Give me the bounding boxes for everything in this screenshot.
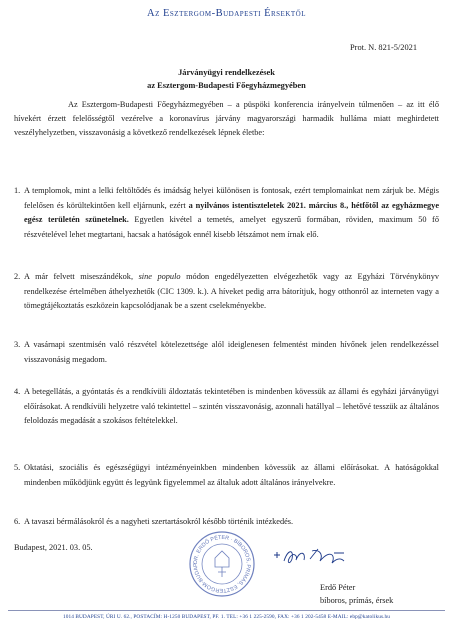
title-line-1: Járványügyi rendelkezések: [178, 68, 275, 77]
item-bold-text: a nyilvános istentiszteletek 2021. március 8., hétfőtől az egyházmegye egész területén szünetelnek.: [24, 200, 440, 225]
item-number: 5.: [14, 463, 21, 472]
item-text-continued: módon engedélyezetten elvégezhetők vagy az Egyházi Törvénykönyv rendelkezése értelmében áthelyezhetők (CIC 1309. k.). A híveket pedig arra bátorítjuk, hogy otthonról az interneten vagy a tömegtájékoztatás eszközein kapcsolódjanak be a szent cselekményekbe.: [24, 272, 439, 311]
footer-divider: [8, 610, 445, 611]
list-item: [14, 270, 439, 314]
seal-text: DR. ERDŐ PÉTER · BÍBOROS, PRÍMÁS, ESZTERGOM-BUDAP: [192, 534, 252, 594]
intro-paragraph: Az Esztergom-Budapesti Főegyházmegyében – a püspöki konferencia irányelvein túlmenően – az itt élő hívekért érzett felelősségtől vezérelve a koronavírus járvány magyarországi harmadik hulláma miatt meghirdetett veszélyhelyzetben, visszavonásig a következő rendelkezések lépnek életbe:: [14, 100, 439, 137]
list-item: [14, 184, 439, 242]
list-item: [14, 515, 439, 530]
item-number: 6.: [14, 517, 21, 526]
item-text: Oktatási, szociális és egészségügyi intézményeinkben mindenben kövessük az állami előírásokat. A hatóságokkal mindenben működjünk együtt és legyünk figyelemmel az általuk adott általános irányelvekre.: [24, 463, 439, 487]
letterhead-title: Az Esztergom-Budapesti Érsektől: [147, 8, 306, 19]
signer-role: bíboros, prímás, érsek: [320, 595, 394, 605]
list-item: [14, 461, 439, 490]
signer-block: [320, 582, 393, 607]
reference-number: Prot. N. 821-5/2021: [350, 43, 417, 52]
item-text: A már felvett miseszándékok,: [24, 272, 139, 281]
item-text-continued: Egyetlen kivétel a temetés, amelyet egyszerű formában, röviden, maximum 50 fő részvételével lehet megtartani, hacsak a hatóságok ennél kisebb létszámot nem írnak elő.: [24, 215, 439, 239]
item-number: 2.: [14, 272, 21, 281]
item-number: 4.: [14, 387, 21, 396]
item-text: A tavaszi bérmálásokról és a nagyheti szertartásokról később történik intézkedés.: [24, 517, 294, 526]
list-item: [14, 385, 439, 429]
item-italic-text: sine populo: [138, 272, 181, 281]
title-line-2: az Esztergom-Budapesti Főegyházmegyében: [147, 80, 306, 90]
item-text: A vasárnapi szentmisén való részvétel kötelezettsége alól ideiglenesen felmentést minden hívőnek jelen rendelkezéssel visszavonásig megadom.: [24, 340, 439, 364]
official-seal-stamp: [188, 530, 256, 598]
item-text: A betegellátás, a gyóntatás és a rendkívüli áldoztatás tekintetében is mindenben kövessük az állami és egyházi járványügyi előírásokat. A rendkívüli helyzetre való tekintettel – szintén visszavonásig, azonnali hatállyal – lehetővé tesszük az általános feloldozás megadását a szokásos feltételekkel.: [24, 387, 439, 426]
signer-name: Erdő Péter: [320, 583, 356, 592]
handwritten-signature: [272, 545, 362, 567]
date-line: Budapest, 2021. 03. 05.: [14, 543, 93, 552]
list-item: [14, 338, 439, 367]
document-title: [0, 67, 453, 92]
footer-contact: 1014 BUDAPEST, ÚRI U. 62., POSTACÍM: H-1250 BUDAPEST, PF. 1. TEL: +36 1 225-2590, FAX: +36 1 202-5458 E-MAIL: ebp@katolikus.hu: [62, 614, 391, 620]
item-text: A templomok, mint a lelki feltöltődés és imádság helyei különösen is fontosak, ezért templomainkat nem zárjuk be. Mégis felelősen és körültekintően kell eljárnunk, ezért: [24, 186, 439, 210]
item-number: 1.: [14, 186, 21, 195]
item-number: 3.: [14, 340, 21, 349]
